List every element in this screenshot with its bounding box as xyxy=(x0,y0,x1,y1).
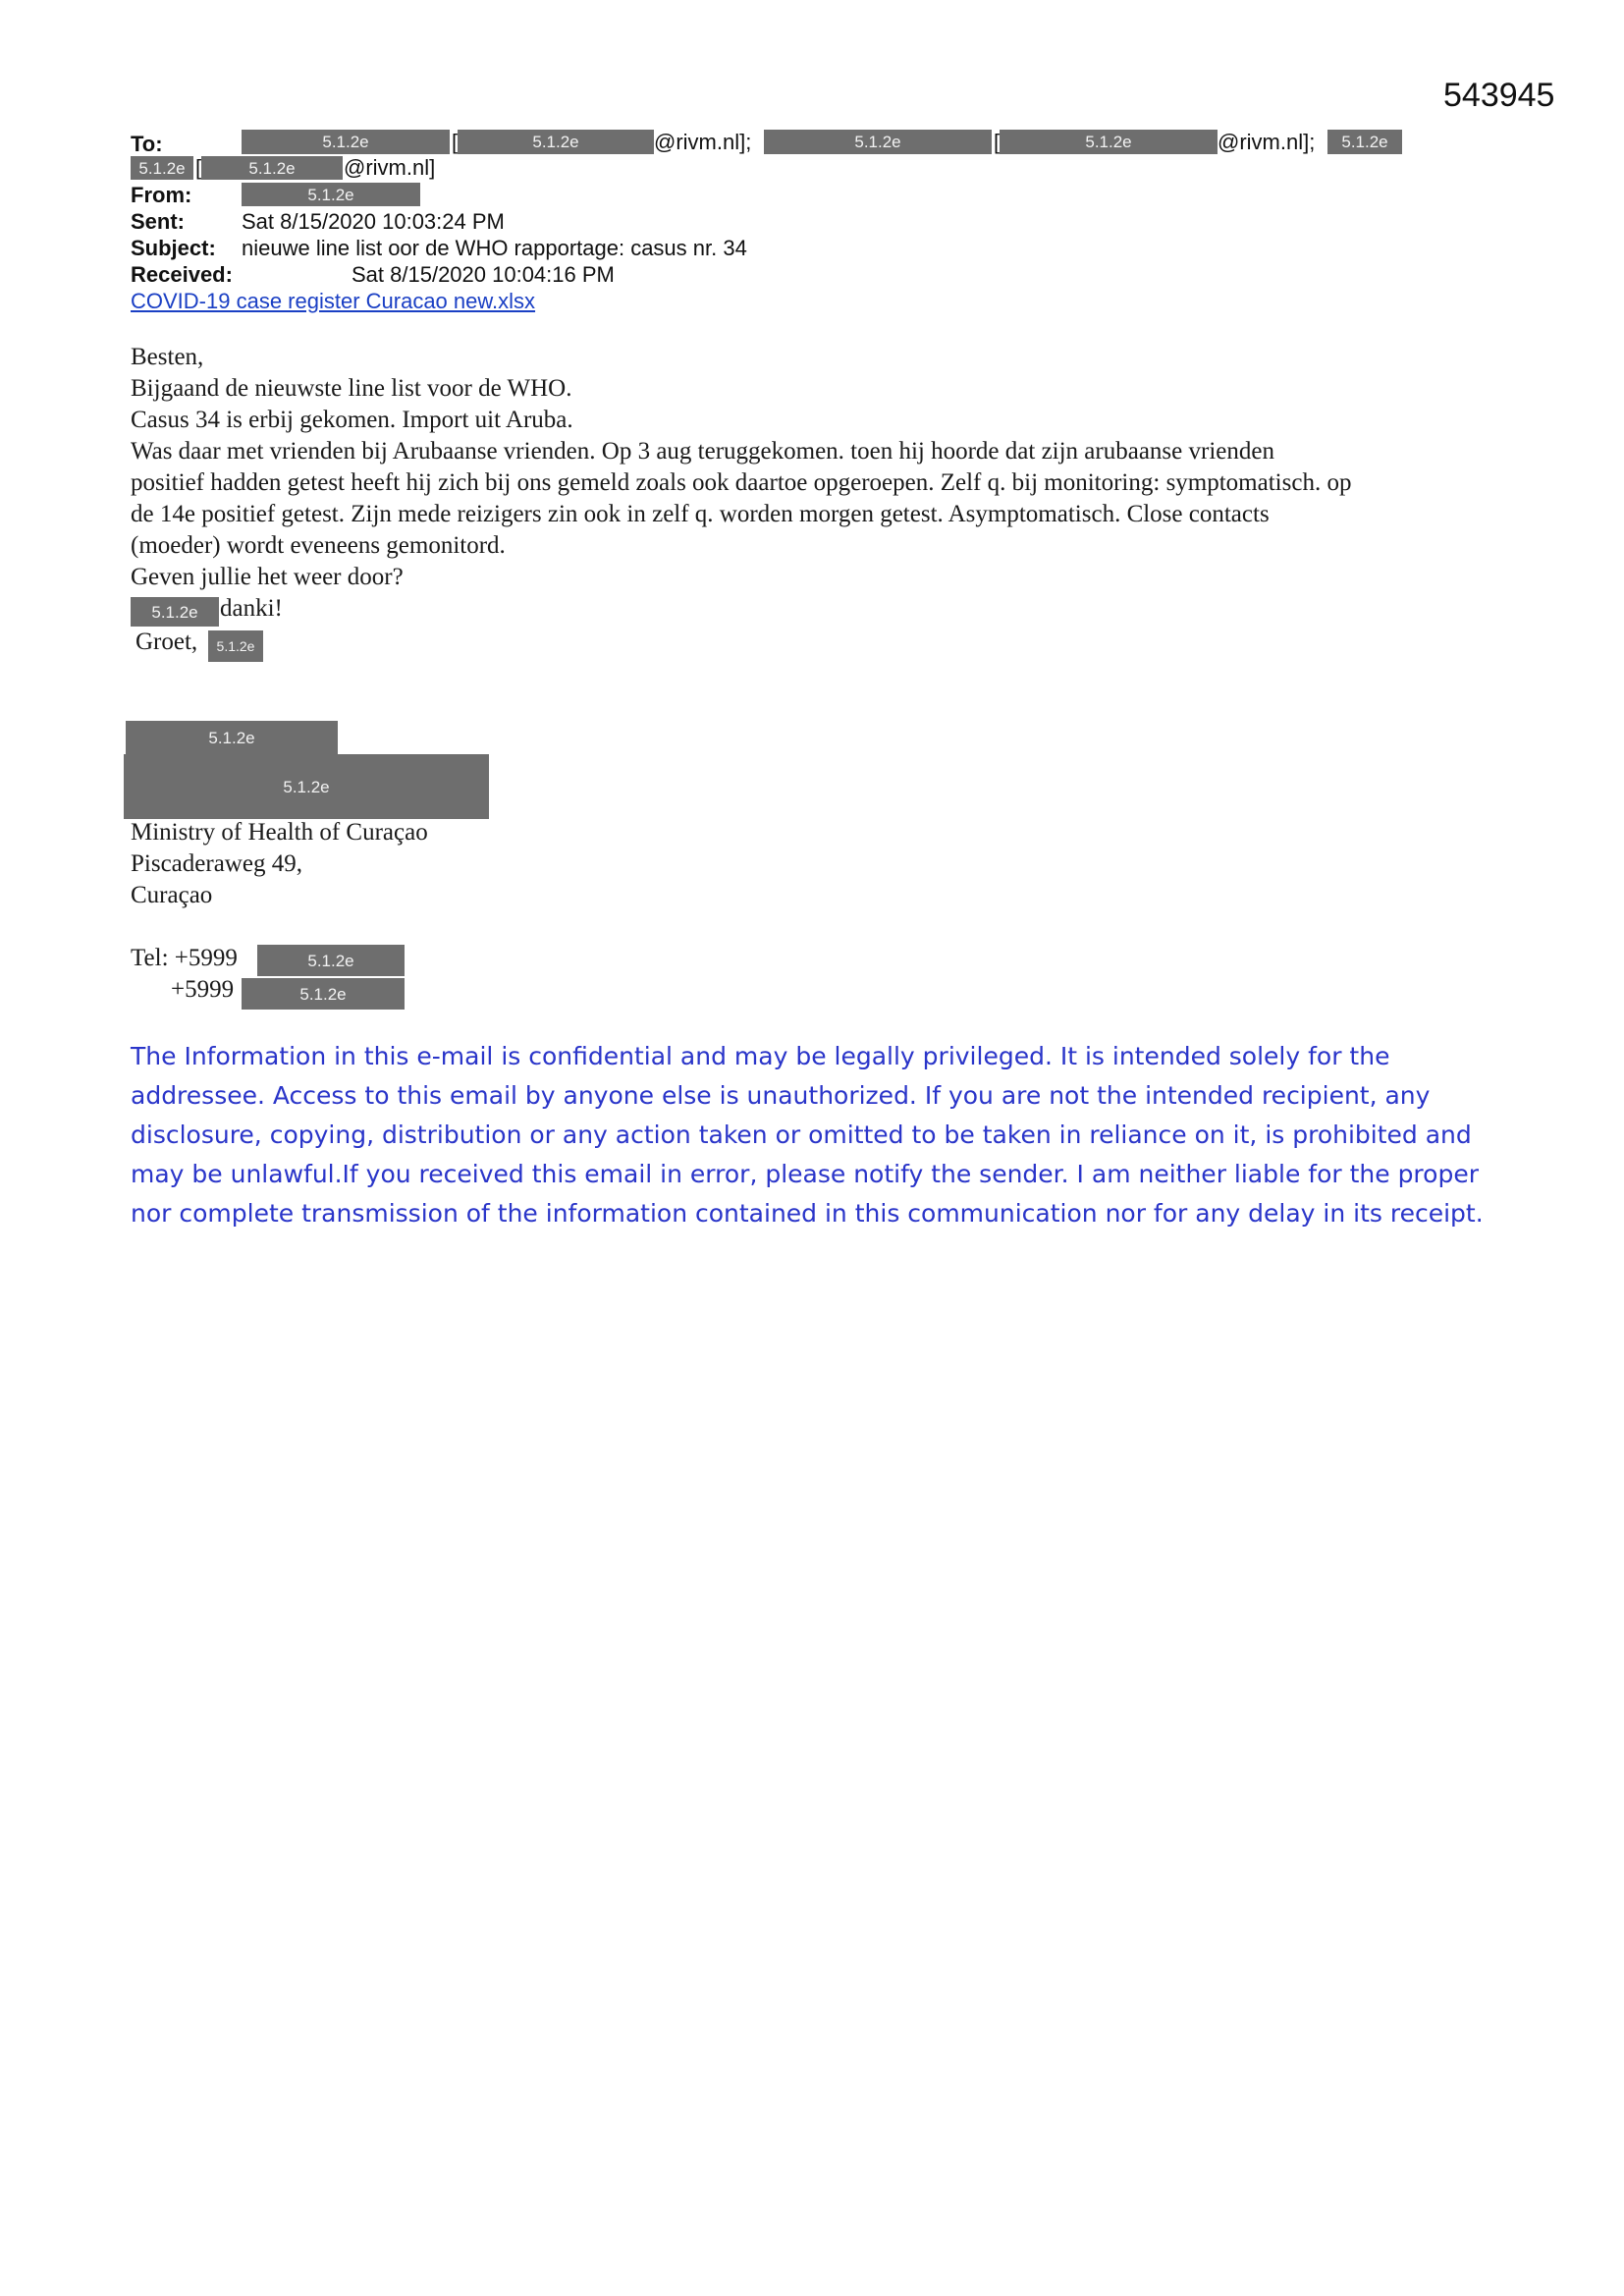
redaction-box: 5.1.2e xyxy=(458,130,654,154)
to-domain: @rivm.nl]; xyxy=(654,130,752,154)
to-bracket: [ xyxy=(452,130,459,154)
sent-value: Sat 8/15/2020 10:03:24 PM xyxy=(242,209,505,234)
to-domain: @rivm.nl] xyxy=(344,155,436,180)
body-line: Besten, xyxy=(131,344,204,370)
subject-label: Subject: xyxy=(131,236,216,260)
redaction-box: 5.1.2e xyxy=(131,156,193,180)
to-bracket: [ xyxy=(195,155,202,180)
body-line: Casus 34 is erbij gekomen. Import uit Aruba. xyxy=(131,407,573,433)
redaction-box: 5.1.2e xyxy=(242,130,450,154)
body-line: Geven jullie het weer door? xyxy=(131,564,404,590)
redaction-box: 5.1.2e xyxy=(131,597,219,627)
thanks-text: danki! xyxy=(220,595,283,622)
to-bracket: [ xyxy=(994,130,1001,154)
attachment-link[interactable]: COVID-19 case register Curacao new.xlsx xyxy=(131,289,536,313)
confidentiality-disclaimer: The Information in this e-mail is confidential and may be legally privileged. It is intended solely for the addressee. Access to this email by anyone else is unauthorized. If you are not the intended recipient, any disclosure, copying, distribution or any action taken or omitted to be taken in reliance on it, is prohibited and may be unlawful.If you received this email in error, please notify the sender. I am neither liable for the proper nor complete transmission of the information contained in this communication nor for any delay in its receipt. xyxy=(131,1042,1484,1228)
from-label: From: xyxy=(131,183,192,207)
subject-value: nieuwe line list oor de WHO rapportage: casus nr. 34 xyxy=(242,236,747,260)
redaction-box: 5.1.2e xyxy=(1327,130,1402,154)
tel2-prefix: +5999 xyxy=(171,976,235,1003)
sent-label: Sent: xyxy=(131,209,185,234)
greeting-text: Groet, xyxy=(135,629,198,655)
body-line: Was daar met vrienden bij Arubaanse vrienden. Op 3 aug teruggekomen. toen hij hoorde dat zijn arubaanse vrienden xyxy=(131,438,1274,465)
redaction-box: 5.1.2e xyxy=(242,978,405,1010)
body-line: Bijgaand de nieuwste line list voor de WHO. xyxy=(131,375,572,402)
redaction-box: 5.1.2e xyxy=(257,945,405,976)
body-line: (moeder) wordt eveneens gemonitord. xyxy=(131,532,506,559)
redaction-box: 5.1.2e xyxy=(1000,130,1218,154)
signature-org: Ministry of Health of Curaçao xyxy=(131,819,428,846)
redaction-box: 5.1.2e xyxy=(126,721,338,754)
received-value: Sat 8/15/2020 10:04:16 PM xyxy=(352,262,615,287)
received-label: Received: xyxy=(131,262,233,287)
to-label: To: xyxy=(131,132,163,156)
signature-street: Piscaderaweg 49, xyxy=(131,850,302,877)
tel-label: Tel: +5999 xyxy=(131,945,238,971)
to-domain: @rivm.nl]; xyxy=(1218,130,1316,154)
redaction-box: 5.1.2e xyxy=(764,130,992,154)
signature-city: Curaçao xyxy=(131,882,213,908)
redaction-box: 5.1.2e xyxy=(208,630,263,662)
redaction-box: 5.1.2e xyxy=(242,183,420,206)
redaction-box: 5.1.2e xyxy=(201,156,343,180)
redaction-box: 5.1.2e xyxy=(124,754,489,819)
document-number: 543945 xyxy=(1443,77,1555,114)
body-line: de 14e positief getest. Zijn mede reizigers zin ook in zelf q. worden morgen getest. Asymptomatisch. Close contacts xyxy=(131,501,1270,527)
body-line: positief hadden getest heeft hij zich bij ons gemeld zoals ook daartoe opgeroepen. Zelf q. bij monitoring: symptomatisch. op xyxy=(131,469,1352,496)
